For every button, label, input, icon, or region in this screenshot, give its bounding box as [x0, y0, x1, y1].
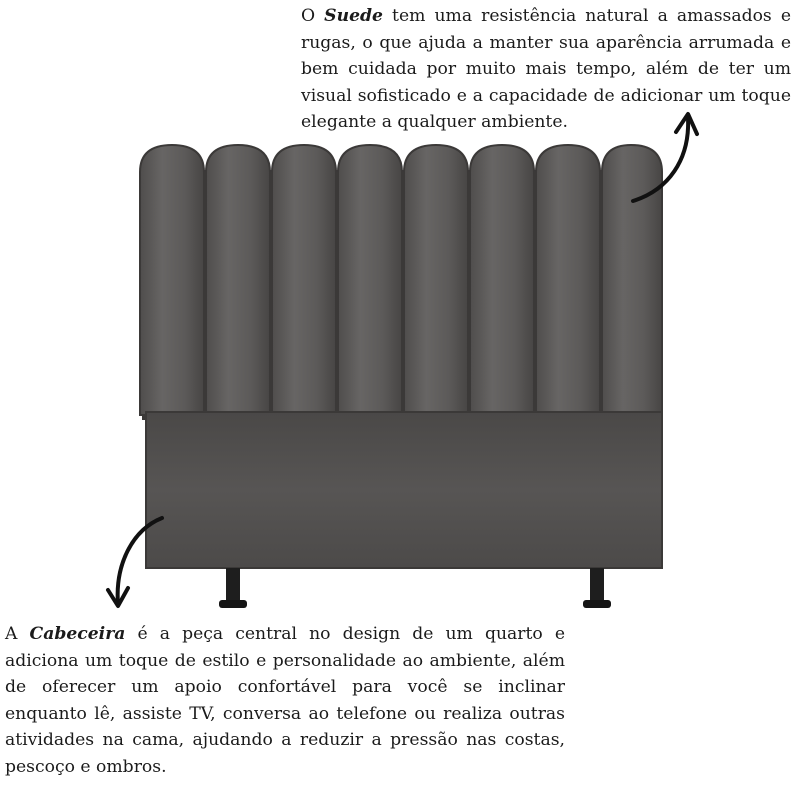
- cabeceira-prefix: A: [5, 624, 30, 644]
- headboard-panel: [470, 145, 534, 415]
- suede-prefix: O: [301, 6, 325, 26]
- suede-text: tem uma resistência natural a amassados e rugas, o que ajuda a manter sua aparência arrumada e bem cuidada por muito mais tempo, além de ter um visual sofisticado e a capacidade de adicionar um toque elegante a qualquer ambiente.: [301, 6, 791, 132]
- headboard-panel: [602, 145, 662, 415]
- cabeceira-description: [5, 621, 565, 780]
- headboard-base: [146, 412, 662, 568]
- headboard-leg-foot: [583, 600, 611, 608]
- arrow-down-icon: [108, 518, 162, 606]
- headboard-legs: [219, 568, 611, 608]
- cabeceira-term: Cabeceira: [29, 624, 126, 644]
- cabeceira-text: é a peça central no design de um quarto e adiciona um toque de estilo e personalidade ao ambiente, além de oferecer um apoio confortável para você se inclinar enquanto lê, assiste TV, conversa ao telefone ou realiza outras atividades na cama, ajudando a reduzir a pressão nas costas, pescoço e ombros.: [5, 624, 565, 777]
- headboard-panel: [338, 145, 402, 415]
- suede-description: [301, 3, 791, 136]
- headboard-panel: [140, 145, 204, 415]
- headboard-leg-foot: [219, 600, 247, 608]
- suede-term: Suede: [324, 6, 383, 26]
- headboard-panels: [140, 145, 662, 415]
- headboard-panel: [536, 145, 600, 415]
- headboard-panel: [404, 145, 468, 415]
- headboard-backing: [142, 170, 662, 420]
- headboard-panel: [206, 145, 270, 415]
- headboard-panel: [272, 145, 336, 415]
- headboard-leg: [590, 568, 604, 604]
- headboard-leg: [226, 568, 240, 604]
